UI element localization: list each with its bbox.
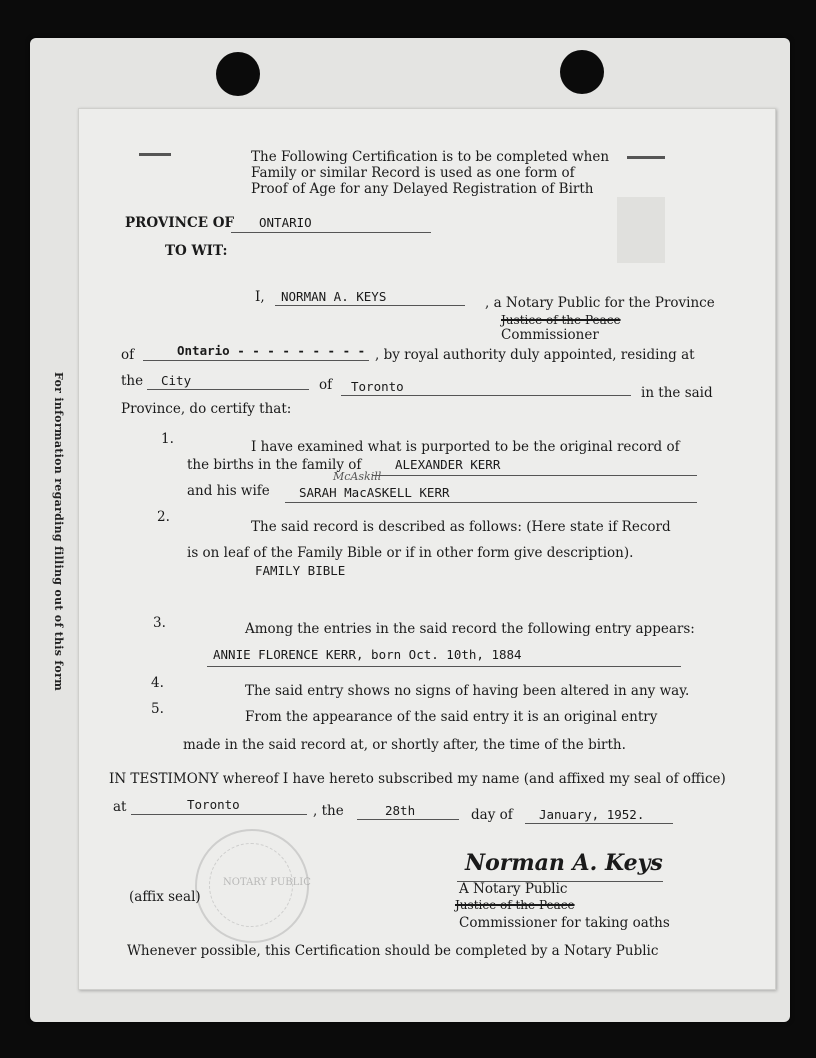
item5-text2: made in the said record at, or shortly after, the time of the birth.	[183, 737, 626, 753]
footer-note: Whenever possible, this Certification should be completed by a Notary Public	[127, 943, 659, 959]
testimony-day: 28th	[385, 803, 416, 818]
city-underline	[147, 389, 309, 390]
notary-signature: Norman A. Keys	[465, 850, 663, 876]
wife-underline	[285, 502, 697, 503]
to-wit-label: TO WIT:	[165, 243, 228, 259]
item3-text: Among the entries in the said record the following entry appears:	[245, 621, 695, 637]
item1-text: I have examined what is purported to be the original record of	[251, 439, 680, 455]
item-number-4: 4.	[151, 675, 164, 691]
testimony-place: Toronto	[187, 797, 240, 812]
signature-notary: A Notary Public	[459, 881, 568, 897]
the-label: the	[121, 373, 144, 389]
province-label: PROVINCE OF	[125, 215, 235, 231]
item-number-5: 5.	[151, 701, 164, 717]
item1-wife-label: and his wife	[187, 483, 270, 499]
testimony-month-underline	[525, 823, 673, 824]
notary-prefix: I,	[255, 289, 265, 305]
testimony-day-of: day of	[471, 807, 513, 823]
notary-commissioner: Commissioner	[501, 327, 599, 343]
item-number-1: 1.	[161, 431, 174, 447]
city-value: City	[161, 373, 192, 388]
of-value: Ontario - - - - - - - - -	[177, 343, 366, 358]
testimony-month: January, 1952.	[539, 807, 645, 822]
place-underline	[341, 395, 631, 396]
punch-hole-left	[216, 52, 260, 96]
item1-father: ALEXANDER KERR	[395, 457, 501, 472]
notary-struck-title: Justice of the Peace	[501, 313, 621, 327]
entry-underline	[207, 666, 681, 667]
item2-text2: is on leaf of the Family Bible or if in other form give description).	[187, 545, 634, 561]
father-underline	[373, 475, 697, 476]
signature-commissioner: Commissioner for taking oaths	[459, 915, 670, 931]
of-underline	[143, 360, 369, 361]
header-line3: Proof of Age for any Delayed Registration of Birth	[251, 181, 594, 197]
notary-name-underline	[275, 305, 465, 306]
testimony-day-underline	[357, 819, 459, 820]
residing-rest: in the said	[641, 385, 713, 401]
affix-seal-label: (affix seal)	[129, 889, 201, 905]
notary-title: , a Notary Public for the Province	[485, 295, 715, 311]
notary-name: NORMAN A. KEYS	[281, 289, 387, 304]
province-value: ONTARIO	[259, 215, 312, 230]
item2-text: The said record is described as follows: (Here state if Record	[251, 519, 671, 535]
decorative-dash	[627, 156, 665, 159]
punch-hole-right	[560, 50, 604, 94]
decorative-dash	[139, 153, 171, 156]
item5-text: From the appearance of the said entry it is an original entry	[245, 709, 658, 725]
header-line1: The Following Certification is to be completed when	[251, 149, 610, 165]
province-underline	[231, 232, 431, 233]
testimony-at: at	[113, 799, 127, 815]
testimony-place-underline	[131, 814, 307, 815]
item4-text: The said entry shows no signs of having been altered in any way.	[245, 683, 690, 699]
place-value: Toronto	[351, 379, 404, 394]
item1-handwritten: McAskill	[333, 470, 382, 483]
item-number-3: 3.	[153, 615, 166, 631]
item-number-2: 2.	[157, 509, 170, 525]
signature-struck-title: Justice of the Peace	[455, 898, 575, 912]
of-label: of	[121, 347, 135, 363]
header-line2: Family or similar Record is used as one form of	[251, 165, 575, 181]
side-note: For information regarding filling out of this form	[52, 372, 65, 692]
item2-value: FAMILY BIBLE	[255, 563, 346, 578]
seal-text: NOTARY PUBLIC	[223, 877, 311, 888]
faded-stamp	[617, 197, 665, 263]
item1-wife: SARAH MacASKELL KERR	[299, 485, 450, 500]
of-rest: , by royal authority duly appointed, residing at	[375, 347, 695, 363]
testimony-the: , the	[313, 803, 344, 819]
testimony-text: IN TESTIMONY whereof I have hereto subscribed my name (and affixed my seal of office)	[109, 771, 726, 787]
item3-entry: ANNIE FLORENCE KERR, born Oct. 10th, 1884	[213, 647, 522, 662]
item1-births: the births in the family of	[187, 457, 362, 473]
certify-text: Province, do certify that:	[121, 401, 292, 417]
certification-form	[78, 108, 776, 990]
of-city-label: of	[319, 377, 333, 393]
